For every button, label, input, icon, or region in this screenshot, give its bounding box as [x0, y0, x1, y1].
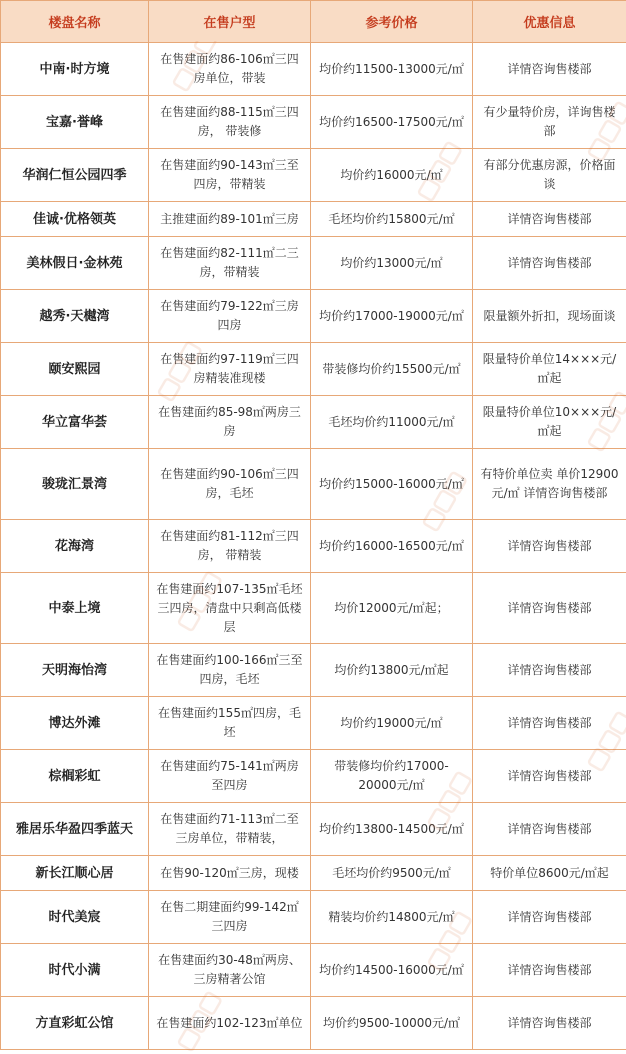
name-cell: 雅居乐华盈四季蓝天 — [1, 803, 149, 856]
offer-cell: 详情咨询售楼部 — [473, 697, 626, 750]
offer-cell: 有部分优惠房源，价格面谈 — [473, 149, 626, 202]
header-type: 在售户型 — [149, 1, 311, 43]
table-row — [1, 891, 626, 944]
header-offer: 优惠信息 — [473, 1, 626, 43]
price-cell: 带装修均价约15500元/㎡ — [311, 343, 473, 396]
offer-cell: 详情咨询售楼部 — [473, 750, 626, 803]
offer-cell: 限量特价单位10×××元/㎡起 — [473, 396, 626, 449]
type-cell: 在售建面约86-106㎡三四房单位，带装 — [149, 43, 311, 96]
type-cell: 在售90-120㎡三房，现楼 — [149, 856, 311, 891]
table-header — [1, 1, 626, 43]
price-cell: 均价约14500-16000元/㎡ — [311, 944, 473, 997]
price-cell: 均价约11500-13000元/㎡ — [311, 43, 473, 96]
offer-cell: 详情咨询售楼部 — [473, 891, 626, 944]
name-cell: 博达外滩 — [1, 697, 149, 750]
offer-cell: 特价单位8600元/㎡起 — [473, 856, 626, 891]
type-cell: 在售建面约88-115㎡三四房， 带装修 — [149, 96, 311, 149]
table-row — [1, 644, 626, 697]
type-cell: 在售建面约79-122㎡三房四房 — [149, 290, 311, 343]
table-row — [1, 803, 626, 856]
type-cell: 在售建面约155㎡四房，毛坯 — [149, 697, 311, 750]
type-cell: 在售建面约85-98㎡两房三房 — [149, 396, 311, 449]
table-row — [1, 43, 626, 96]
name-cell: 新长江顺心居 — [1, 856, 149, 891]
price-cell: 均价约17000-19000元/㎡ — [311, 290, 473, 343]
offer-cell: 详情咨询售楼部 — [473, 997, 626, 1050]
type-cell: 在售建面约82-111㎡二三房，带精装 — [149, 237, 311, 290]
offer-cell: 详情咨询售楼部 — [473, 944, 626, 997]
price-cell: 均价约13000元/㎡ — [311, 237, 473, 290]
name-cell: 天明海怡湾 — [1, 644, 149, 697]
offer-cell: 详情咨询售楼部 — [473, 520, 626, 573]
type-cell: 在售建面约90-143㎡三至四房，带精装 — [149, 149, 311, 202]
price-cell: 带装修均价约17000-20000元/㎡ — [311, 750, 473, 803]
table-row — [1, 290, 626, 343]
type-cell: 在售建面约75-141㎡两房至四房 — [149, 750, 311, 803]
offer-cell: 有特价单位卖 单价12900元/㎡ 详情咨询售楼部 — [473, 449, 626, 520]
name-cell: 华立富华荟 — [1, 396, 149, 449]
price-cell: 均价约9500-10000元/㎡ — [311, 997, 473, 1050]
price-cell: 精装均价约14800元/㎡ — [311, 891, 473, 944]
name-cell: 中南·时方境 — [1, 43, 149, 96]
offer-cell: 详情咨询售楼部 — [473, 644, 626, 697]
name-cell: 时代小满 — [1, 944, 149, 997]
type-cell: 在售二期建面约99-142㎡三四房 — [149, 891, 311, 944]
table-row — [1, 343, 626, 396]
price-cell: 毛坯均价约11000元/㎡ — [311, 396, 473, 449]
price-cell: 均价约15000-16000元/㎡ — [311, 449, 473, 520]
header-name: 楼盘名称 — [1, 1, 149, 43]
type-cell: 主推建面约89-101㎡三房 — [149, 202, 311, 237]
price-cell: 均价约16000-16500元/㎡ — [311, 520, 473, 573]
table-row — [1, 856, 626, 891]
table-row — [1, 573, 626, 644]
name-cell: 方直彩虹公馆 — [1, 997, 149, 1050]
table-row — [1, 149, 626, 202]
table-body — [1, 43, 626, 1050]
table-row — [1, 237, 626, 290]
name-cell: 越秀·天樾湾 — [1, 290, 149, 343]
table-row — [1, 202, 626, 237]
name-cell: 华润仁恒公园四季 — [1, 149, 149, 202]
name-cell: 棕榈彩虹 — [1, 750, 149, 803]
price-cell: 毛坯均价约15800元/㎡ — [311, 202, 473, 237]
price-cell: 均价约13800-14500元/㎡ — [311, 803, 473, 856]
table-row — [1, 697, 626, 750]
table-row — [1, 997, 626, 1050]
type-cell: 在售建面约97-119㎡三四房精装准现楼 — [149, 343, 311, 396]
name-cell: 美林假日·金林苑 — [1, 237, 149, 290]
offer-cell: 详情咨询售楼部 — [473, 803, 626, 856]
name-cell: 骏珑汇景湾 — [1, 449, 149, 520]
offer-cell: 有少量特价房，详询售楼部 — [473, 96, 626, 149]
type-cell: 在售建面约30-48㎡两房、三房精著公馆 — [149, 944, 311, 997]
type-cell: 在售建面约100-166㎡三至四房，毛坯 — [149, 644, 311, 697]
name-cell: 中泰上境 — [1, 573, 149, 644]
price-cell: 均价约13800元/㎡起 — [311, 644, 473, 697]
offer-cell: 详情咨询售楼部 — [473, 573, 626, 644]
name-cell: 花海湾 — [1, 520, 149, 573]
name-cell: 宝嘉·誉峰 — [1, 96, 149, 149]
offer-cell: 限量特价单位14×××元/㎡起 — [473, 343, 626, 396]
table-row — [1, 520, 626, 573]
type-cell: 在售建面约71-113㎡二至三房单位，带精装， — [149, 803, 311, 856]
header-price: 参考价格 — [311, 1, 473, 43]
price-cell: 均价12000元/㎡起； — [311, 573, 473, 644]
type-cell: 在售建面约81-112㎡三四房， 带精装 — [149, 520, 311, 573]
type-cell: 在售建面约90-106㎡三四房，毛坯 — [149, 449, 311, 520]
price-cell: 均价约16000元/㎡ — [311, 149, 473, 202]
offer-cell: 详情咨询售楼部 — [473, 43, 626, 96]
table-row — [1, 944, 626, 997]
offer-cell: 详情咨询售楼部 — [473, 237, 626, 290]
name-cell: 颐安熙园 — [1, 343, 149, 396]
table-row — [1, 750, 626, 803]
price-cell: 均价约19000元/㎡ — [311, 697, 473, 750]
table-row — [1, 396, 626, 449]
table-row — [1, 449, 626, 520]
table-row — [1, 96, 626, 149]
name-cell: 佳诚·优格领英 — [1, 202, 149, 237]
name-cell: 时代美宸 — [1, 891, 149, 944]
price-cell: 毛坯均价约9500元/㎡ — [311, 856, 473, 891]
type-cell: 在售建面约107-135㎡毛坯三四房，清盘中只剩高低楼层 — [149, 573, 311, 644]
type-cell: 在售建面约102-123㎡单位 — [149, 997, 311, 1050]
price-cell: 均价约16500-17500元/㎡ — [311, 96, 473, 149]
offer-cell: 详情咨询售楼部 — [473, 202, 626, 237]
offer-cell: 限量额外折扣，现场面谈 — [473, 290, 626, 343]
